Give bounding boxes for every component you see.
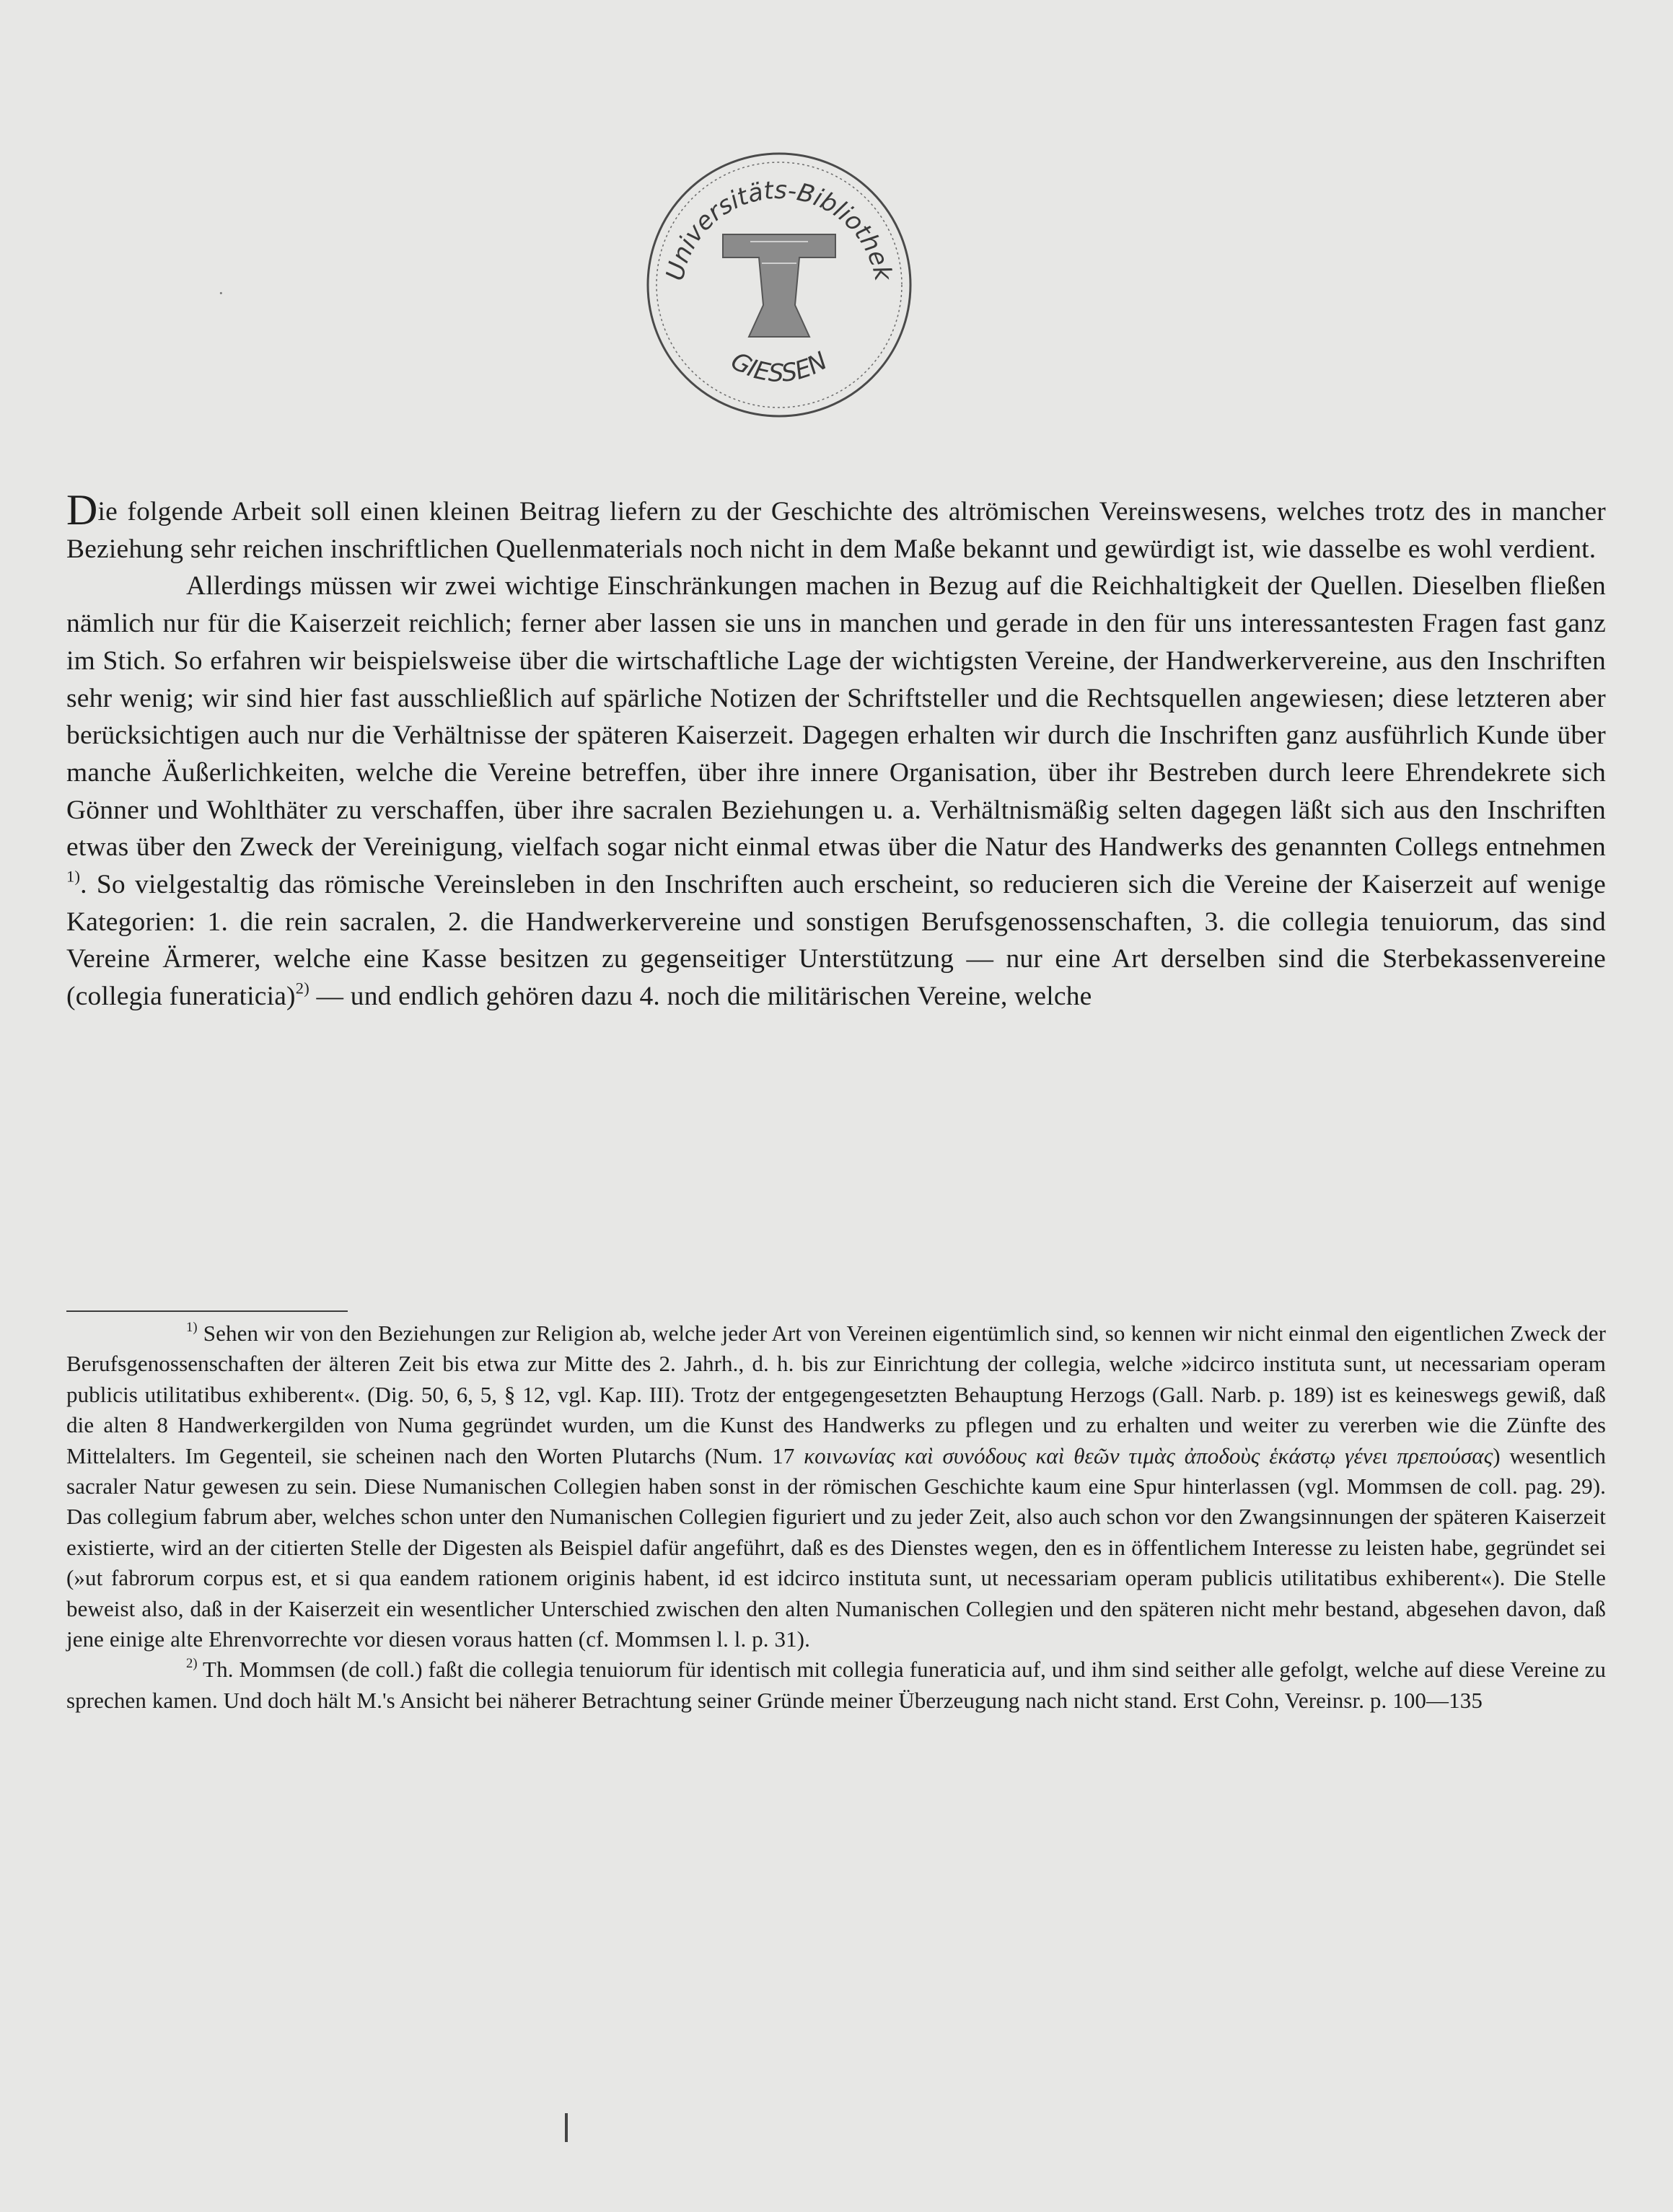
library-stamp	[642, 148, 916, 422]
scan-mark	[565, 2113, 568, 2142]
stamp-bottom-text: GIESSEN	[726, 346, 833, 388]
stamp-top-text: Universitäts-Bibliothek	[660, 175, 898, 283]
paragraph-2-text-b: . So vielgestaltig das römische Vereinsleben in den Inschriften auch erscheint, so reducieren sich die Vereine der Kaiserzeit auf wenige Kategorien: 1. die rein sacralen, 2. die Handwerkervereine und sonstigen Berufsgenossenschaften, 3. die collegia tenuiorum, das sind Vereine Ärmerer, welche eine Kasse besitzen zu gegenseitiger Unterstützung — nur eine Art derselben sind die Sterbekassenvereine (collegia funeraticia)	[66, 870, 1606, 1012]
footnote-divider	[66, 1310, 348, 1312]
footnote-1-text-a: Sehen wir von den Beziehungen zur Religion ab, welche jeder Art von Vereinen eigentümlich sind, so kennen wir nicht einmal den eigentlichen Zweck der Berufsgenossenschaften der älteren Zeit bis etwa zur Mitte des 2. Jahrh., d. h. bis zur Einrichtung der collegia, welche »idcirco instituta sunt, ut necessariam operam publicis utilitatibus exhiberent«. (Dig. 50, 6, 5, § 12, vgl. Kap. III). Trotz der entgegengesetzten Behauptung Herzogs (Gall. Narb. p. 189) ist es keineswegs gewiß, daß die alten 8 Handwerkergilden von Numa gegründet wurden, um die Kunst des Handwerks zu pflegen und zu erhalten und weiter zu vererben wie die Zünfte des Mittelalters. Im Gegenteil, sie scheinen nach den Worten Plutarchs (Num. 17	[66, 1321, 1606, 1468]
initial-letter: D	[66, 486, 98, 534]
footnote-2-marker: 2)	[186, 1656, 198, 1672]
body-text	[66, 486, 1606, 1015]
footnote-ref-1: 1)	[66, 867, 81, 886]
paragraph-1	[66, 486, 1606, 568]
paragraph-1-text: ie folgende Arbeit soll einen kleinen Beitrag liefern zu der Geschichte des altrömischen Vereinswesens, welches trotz des in mancher Beziehung sehr reichen inschriftlichen Quellenmaterials noch nicht in dem Maße bekannt und gewürdigt ist, wie dasselbe es wohl verdient.	[66, 497, 1606, 564]
svg-text:GIESSEN	[726, 346, 832, 388]
paragraph-2	[66, 568, 1606, 1015]
paragraph-2-text-c: — und endlich gehören dazu 4. noch die militärischen Vereine, welche	[309, 982, 1092, 1012]
stray-mark: ·	[218, 283, 224, 304]
footnote-2-text: Th. Mommsen (de coll.) faßt die collegia tenuiorum für identisch mit collegia funeraticia auf, und ihm sind seither alle gefolgt, welche auf diese Vereine zu sprechen kamen. Und doch hält M.'s Ansicht bei näherer Betrachtung seiner Gründe meiner Überzeugung nach nicht stand. Erst Cohn, Vereinsr. p. 100—135	[66, 1657, 1606, 1713]
footnote-1-text-b: ) wesentlich sacraler Natur gewesen zu sein. Diese Numanischen Collegien haben sonst in der römischen Geschichte kaum eine Spur hinterlassen (vgl. Mommsen de coll. pag. 29). Das collegium fabrum aber, welches schon unter den Numanischen Collegien figuriert und zu jeder Zeit, also auch schon vor den Zwangsinnungen der späteren Kaiserzeit existierte, wird an der citierten Stelle der Digesten als Beispiel dafür angeführt, daß es des Dienstes wegen, den es in öffentlichem Interesse zu leisten habe, gegründet sei (»ut fabrorum corpus est, et si qua eandem rationem originis habent, id est idcirco instituta sunt, ut necessariam operam publicis utilitatibus exhiberent«). Die Stelle beweist also, daß in der Kaiserzeit ein wesentlicher Unterschied zwischen den alten Numanischen Collegien und den späteren nicht mehr bestand, abgesehen davon, daß jene einige alte Ehrenvorrechte vor diesen voraus hatten (cf. Mommsen l. l. p. 31).	[66, 1442, 1606, 1652]
footnote-1	[66, 1318, 1606, 1654]
greek-quote: κοινωνίας καὶ συνόδους καὶ θεῶν τιμὰς ἀποδοὺς ἑκάστῳ γένει πρεπούσας	[804, 1442, 1493, 1468]
stamp-seal-icon	[642, 148, 916, 422]
footnotes	[66, 1318, 1606, 1716]
footnote-1-marker: 1)	[186, 1319, 198, 1335]
footnote-ref-2: 2)	[295, 979, 309, 997]
footnote-2	[66, 1654, 1606, 1716]
paragraph-2-text-a: Allerdings müssen wir zwei wichtige Einschränkungen machen in Bezug auf die Reichhaltigkeit der Quellen. Dieselben fließen nämlich nur für die Kaiserzeit reichlich; ferner aber lassen sie uns in manchen und gerade in den für uns interessantesten Fragen fast ganz im Stich. So erfahren wir beispielsweise über die wirtschaftliche Lage der wichtigsten Vereine, der Handwerkervereine, aus den Inschriften sehr wenig; wir sind hier fast ausschließlich auf spärliche Notizen der Schriftsteller und die Rechtsquellen angewiesen; diese letzteren aber berücksichtigen auch nur die Verhältnisse der späteren Kaiserzeit. Dagegen erhalten wir durch die Inschriften ganz ausführlich Kunde über manche Äußerlichkeiten, welche die Vereine betreffen, über ihre innere Organisation, über ihr Bestreben durch leere Ehrendekrete sich Gönner und Wohlthäter zu verschaffen, über ihre sacralen Beziehungen u. a. Verhältnismäßig selten dagegen läßt sich aus den Inschriften etwas über den Zweck der Vereinigung, vielfach sogar nicht einmal etwas über die Natur des Handwerks des genannten Collegs entnehmen	[66, 571, 1606, 863]
